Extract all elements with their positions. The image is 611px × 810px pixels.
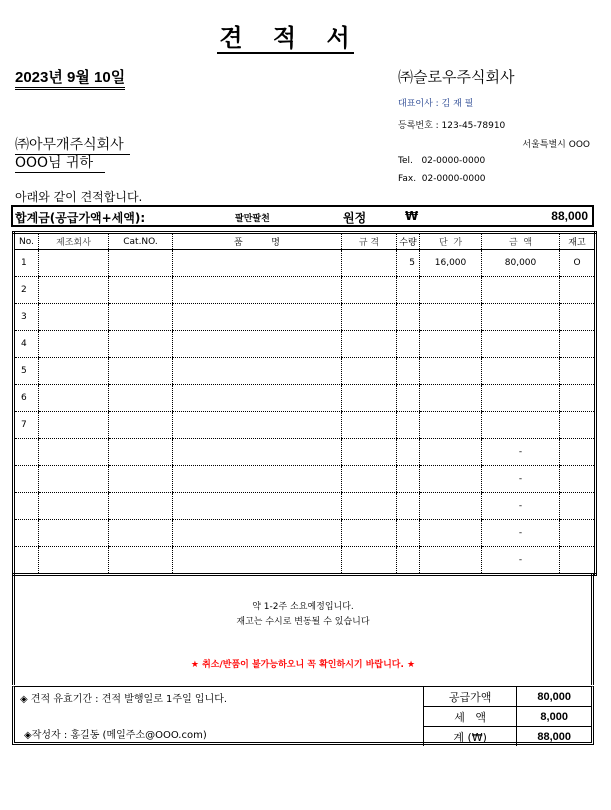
table-cell[interactable]	[560, 547, 596, 575]
supplier-name: ㈜슬로우주식회사	[398, 68, 515, 86]
table-cell[interactable]	[342, 439, 397, 466]
table-cell[interactable]	[109, 439, 173, 466]
table-cell[interactable]: 16,000	[420, 250, 482, 277]
table-cell[interactable]	[39, 304, 109, 331]
table-cell[interactable]	[173, 304, 342, 331]
table-cell[interactable]	[14, 466, 39, 493]
table-cell[interactable]	[109, 520, 173, 547]
table-cell[interactable]	[482, 331, 560, 358]
table-cell[interactable]	[109, 331, 173, 358]
table-cell[interactable]	[342, 277, 397, 304]
table-cell[interactable]	[420, 493, 482, 520]
table-cell[interactable]: 4	[14, 331, 39, 358]
column-header: 단 가	[420, 233, 482, 250]
column-header: 수량	[397, 233, 420, 250]
table-cell[interactable]	[39, 250, 109, 277]
table-cell[interactable]	[173, 277, 342, 304]
table-cell[interactable]: 5	[397, 250, 420, 277]
table-cell[interactable]	[397, 493, 420, 520]
table-cell[interactable]	[39, 358, 109, 385]
table-cell[interactable]	[39, 385, 109, 412]
table-row	[14, 439, 596, 466]
table-cell[interactable]	[397, 412, 420, 439]
summary-row	[424, 707, 592, 727]
customer-person: OOO님 귀하	[15, 152, 105, 173]
summary-row	[424, 727, 592, 747]
table-cell[interactable]	[482, 304, 560, 331]
table-cell[interactable]	[397, 439, 420, 466]
intro-text: 아래와 같이 견적합니다.	[15, 190, 143, 204]
table-row	[14, 304, 596, 331]
table-cell[interactable]	[482, 358, 560, 385]
table-cell[interactable]	[397, 358, 420, 385]
table-row	[14, 358, 596, 385]
table-cell[interactable]	[420, 520, 482, 547]
table-cell[interactable]: 6	[14, 385, 39, 412]
table-cell[interactable]	[342, 358, 397, 385]
table-cell[interactable]	[173, 547, 342, 575]
column-header: 금 액	[482, 233, 560, 250]
grand-total-korean: 팔만팔천	[235, 214, 270, 224]
table-cell[interactable]	[560, 466, 596, 493]
column-header: Cat.NO.	[109, 233, 173, 250]
table-cell[interactable]	[420, 358, 482, 385]
table-row	[14, 385, 596, 412]
summary-label: 공급가액	[424, 687, 517, 707]
table-cell[interactable]: -	[482, 466, 560, 493]
author-text: ◈작성자 : 홍길동 (메일주소@OOO.com)	[24, 730, 207, 741]
items-table	[12, 231, 597, 576]
table-cell[interactable]	[39, 331, 109, 358]
table-cell[interactable]	[173, 520, 342, 547]
summary-table	[423, 687, 591, 746]
grand-total-amount: 88,000	[551, 209, 588, 223]
table-cell[interactable]	[560, 439, 596, 466]
table-row	[14, 493, 596, 520]
validity-text: ◈ 견적 유효기간 : 견적 발행일로 1주일 입니다.	[20, 694, 228, 705]
table-cell[interactable]	[342, 547, 397, 575]
table-cell[interactable]	[397, 385, 420, 412]
table-cell[interactable]	[39, 439, 109, 466]
grand-total-box	[11, 205, 594, 227]
table-cell[interactable]	[109, 493, 173, 520]
table-cell[interactable]	[173, 331, 342, 358]
table-cell[interactable]	[14, 547, 39, 575]
table-cell[interactable]	[420, 412, 482, 439]
document-title: 견 적 서	[219, 24, 352, 52]
table-cell[interactable]	[420, 385, 482, 412]
summary-value: 80,000	[517, 687, 591, 707]
table-cell[interactable]	[420, 466, 482, 493]
table-cell[interactable]: -	[482, 439, 560, 466]
table-cell[interactable]	[342, 520, 397, 547]
table-cell[interactable]	[173, 493, 342, 520]
table-cell[interactable]	[173, 385, 342, 412]
table-cell[interactable]	[397, 547, 420, 575]
table-cell[interactable]	[109, 358, 173, 385]
summary-value: 88,000	[517, 727, 591, 747]
table-cell[interactable]: 7	[14, 412, 39, 439]
table-cell[interactable]	[420, 304, 482, 331]
supplier-address: 서울특별시 OOO	[522, 140, 590, 150]
table-cell[interactable]	[39, 520, 109, 547]
grand-total-label: 합계금(공급가액+세액):	[15, 211, 146, 225]
table-cell[interactable]	[109, 412, 173, 439]
table-cell[interactable]	[342, 466, 397, 493]
table-cell[interactable]	[109, 304, 173, 331]
table-cell[interactable]	[173, 466, 342, 493]
customer-company: ㈜아무개주식회사	[15, 134, 130, 155]
table-cell[interactable]	[39, 277, 109, 304]
table-row	[14, 277, 596, 304]
table-cell[interactable]	[109, 277, 173, 304]
supplier-ceo: 대표이사 : 김 재 필	[398, 99, 474, 109]
table-cell[interactable]	[342, 493, 397, 520]
grand-total-won: 원정	[343, 211, 367, 225]
table-cell[interactable]: 5	[14, 358, 39, 385]
table-cell[interactable]	[342, 250, 397, 277]
footer-section	[12, 686, 594, 745]
table-cell[interactable]	[342, 331, 397, 358]
table-cell[interactable]	[39, 547, 109, 575]
table-cell[interactable]	[482, 385, 560, 412]
table-cell[interactable]	[14, 520, 39, 547]
table-cell[interactable]	[14, 439, 39, 466]
summary-label: 계 (₩)	[424, 727, 517, 747]
table-header	[14, 233, 596, 250]
summary-row	[424, 687, 592, 707]
column-header: 품 명	[173, 233, 342, 250]
table-cell[interactable]: -	[482, 493, 560, 520]
table-cell[interactable]: O	[560, 250, 596, 277]
table-cell[interactable]	[560, 277, 596, 304]
table-row	[14, 412, 596, 439]
table-cell[interactable]	[397, 520, 420, 547]
table-cell[interactable]	[39, 493, 109, 520]
note-stock: 재고는 수시로 변동될 수 있습니다	[236, 617, 370, 627]
note-warning: ★ 취소/반품이 불가능하오니 꼭 확인하시기 바랍니다. ★	[190, 660, 416, 670]
table-cell[interactable]	[560, 304, 596, 331]
table-cell[interactable]	[560, 412, 596, 439]
summary-value: 8,000	[517, 707, 591, 727]
table-cell[interactable]: 1	[14, 250, 39, 277]
table-cell[interactable]	[482, 277, 560, 304]
table-row	[14, 250, 596, 277]
table-cell[interactable]	[560, 385, 596, 412]
table-cell[interactable]	[173, 250, 342, 277]
table-cell[interactable]	[342, 385, 397, 412]
table-cell[interactable]	[109, 250, 173, 277]
table-cell[interactable]	[397, 277, 420, 304]
table-cell[interactable]: 2	[14, 277, 39, 304]
table-cell[interactable]	[109, 466, 173, 493]
table-cell[interactable]	[39, 466, 109, 493]
table-cell[interactable]	[14, 493, 39, 520]
table-cell[interactable]	[173, 358, 342, 385]
table-row	[14, 547, 596, 575]
table-cell[interactable]	[397, 331, 420, 358]
table-cell[interactable]	[109, 385, 173, 412]
table-cell[interactable]	[560, 520, 596, 547]
table-row	[14, 520, 596, 547]
table-cell[interactable]	[342, 304, 397, 331]
notes-area	[12, 573, 594, 685]
table-cell[interactable]	[420, 547, 482, 575]
table-cell[interactable]	[109, 547, 173, 575]
table-cell[interactable]	[560, 331, 596, 358]
column-header: 규 격	[342, 233, 397, 250]
table-cell[interactable]: 80,000	[482, 250, 560, 277]
table-cell[interactable]	[560, 358, 596, 385]
quote-date: 2023년 9월 10일	[15, 66, 125, 90]
supplier-fax: Fax. 02-0000-0000	[398, 174, 486, 184]
table-cell[interactable]	[397, 304, 420, 331]
won-symbol: ₩	[405, 209, 419, 223]
column-header: 제조회사	[39, 233, 109, 250]
column-header: No.	[14, 233, 39, 250]
summary-label: 세 액	[424, 707, 517, 727]
supplier-reg-number: 등록번호 : 123-45-78910	[398, 121, 506, 131]
column-header: 재고	[560, 233, 596, 250]
note-lead-time: 약 1-2주 소요예정입니다.	[252, 602, 354, 612]
table-cell[interactable]	[560, 493, 596, 520]
table-cell[interactable]	[482, 412, 560, 439]
table-cell[interactable]	[173, 412, 342, 439]
table-cell[interactable]	[420, 439, 482, 466]
table-row	[14, 331, 596, 358]
table-cell[interactable]	[342, 412, 397, 439]
table-cell[interactable]	[420, 331, 482, 358]
table-cell[interactable]	[420, 277, 482, 304]
table-cell[interactable]	[39, 412, 109, 439]
table-cell[interactable]	[173, 439, 342, 466]
table-cell[interactable]: -	[482, 547, 560, 575]
table-cell[interactable]: 3	[14, 304, 39, 331]
supplier-tel: Tel. 02-0000-0000	[398, 156, 486, 166]
table-row	[14, 466, 596, 493]
table-cell[interactable]	[397, 466, 420, 493]
table-cell[interactable]: -	[482, 520, 560, 547]
